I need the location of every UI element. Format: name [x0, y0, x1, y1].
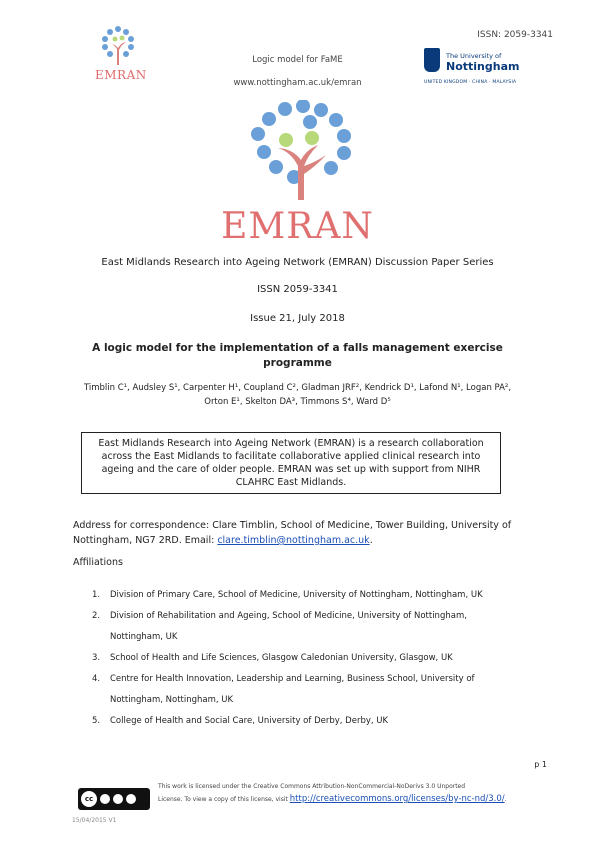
emran-logo-icon [198, 100, 398, 200]
header-url: www.nottingham.ac.uk/emran [233, 78, 362, 88]
series-name: East Midlands Research into Ageing Network (EMRAN) Discussion Paper Series [101, 257, 494, 268]
license-end: . [504, 796, 507, 803]
affiliations-list [92, 585, 522, 732]
creative-commons-badge-icon [78, 788, 150, 810]
emran-small-logo-text: EMRAN [95, 68, 147, 82]
noncommercial-icon [113, 794, 123, 804]
affiliation-text: Centre for Health Innovation, Leadership and Learning, Business School, University of Nottingham, Nottingham, UK [110, 674, 475, 705]
authors-line1: Timblin C¹, Audsley S¹, Carpenter H¹, Coupland C², Gladman JRF², Kendrick D¹, Lafond N¹, Logan PA², [83, 383, 512, 393]
affiliation-text: School of Health and Life Sciences, Glasgow Caledonian University, Glasgow, UK [110, 653, 453, 663]
university-crest-icon [424, 48, 440, 72]
paper-title: A logic model for the implementation of a falls management exercise programme [92, 342, 503, 369]
affiliation-number: 1. [92, 590, 101, 600]
email-link[interactable]: clare.timblin@nottingham.ac.uk [217, 535, 370, 546]
affiliation-text: College of Health and Social Care, University of Derby, Derby, UK [110, 716, 389, 726]
footer-date: 15/04/2015 V1 [72, 817, 117, 824]
affiliation-number: 5. [92, 716, 101, 726]
affiliation-number: 2. [92, 611, 101, 621]
issue: Issue 21, July 2018 [250, 313, 345, 324]
list-item [92, 606, 522, 648]
about-box: East Midlands Research into Ageing Network (EMRAN) is a research collaboration across the East Midlands to facilitate collaborative applied clinical research into ageing and the care of older people. EMRAN was set up with support from NIHR CLAHRC East Midlands. [81, 432, 501, 494]
list-item [92, 585, 522, 606]
address-end: . [369, 535, 373, 546]
university-name-line2: Nottingham [446, 60, 520, 73]
license-line1: This work is licensed under the Creative Commons Attribution-NonCommercial-NoDerivs 3.0 Unported [158, 783, 466, 790]
page-number: p 1 [534, 760, 547, 769]
authors-line2: Orton E¹, Skelton DA³, Timmons S⁴, Ward D⁵ [204, 397, 391, 407]
address-text: Address for correspondence: Clare Timblin, School of Medicine, Tower Building, University of Nottingham, NG7 2RD. Email: [73, 520, 512, 546]
affiliation-text: Division of Primary Care, School of Medicine, University of Nottingham, Nottingham, UK [110, 590, 483, 600]
header-title: Logic model for FaME [252, 55, 343, 65]
cc-logo-icon: cc [81, 791, 97, 807]
emran-logo-text: EMRAN [221, 206, 374, 247]
affiliations-heading: Affiliations [73, 557, 123, 568]
license-text [158, 781, 518, 806]
attribution-icon [100, 794, 110, 804]
emran-small-logo-icon [96, 25, 140, 67]
list-item [92, 669, 522, 711]
issn-header: ISSN: 2059-3341 [477, 30, 553, 40]
affiliation-number: 4. [92, 674, 101, 684]
license-link[interactable]: http://creativecommons.org/licenses/by-nc-nd/3.0/ [289, 794, 505, 804]
affiliation-text: Division of Rehabilitation and Ageing, School of Medicine, University of Nottingham, Nottingham, UK [110, 611, 467, 642]
list-item [92, 711, 522, 732]
license-line2: License. To view a copy of this license, visit [158, 796, 290, 803]
university-name-line1: The University of [446, 52, 502, 60]
noderivs-icon [126, 794, 136, 804]
correspondence-address [73, 518, 533, 548]
list-item [92, 648, 522, 669]
authors [60, 381, 535, 409]
issn: ISSN 2059-3341 [257, 284, 338, 295]
affiliation-number: 3. [92, 653, 101, 663]
university-tagline: UNITED KINGDOM · CHINA · MALAYSIA [424, 80, 517, 85]
